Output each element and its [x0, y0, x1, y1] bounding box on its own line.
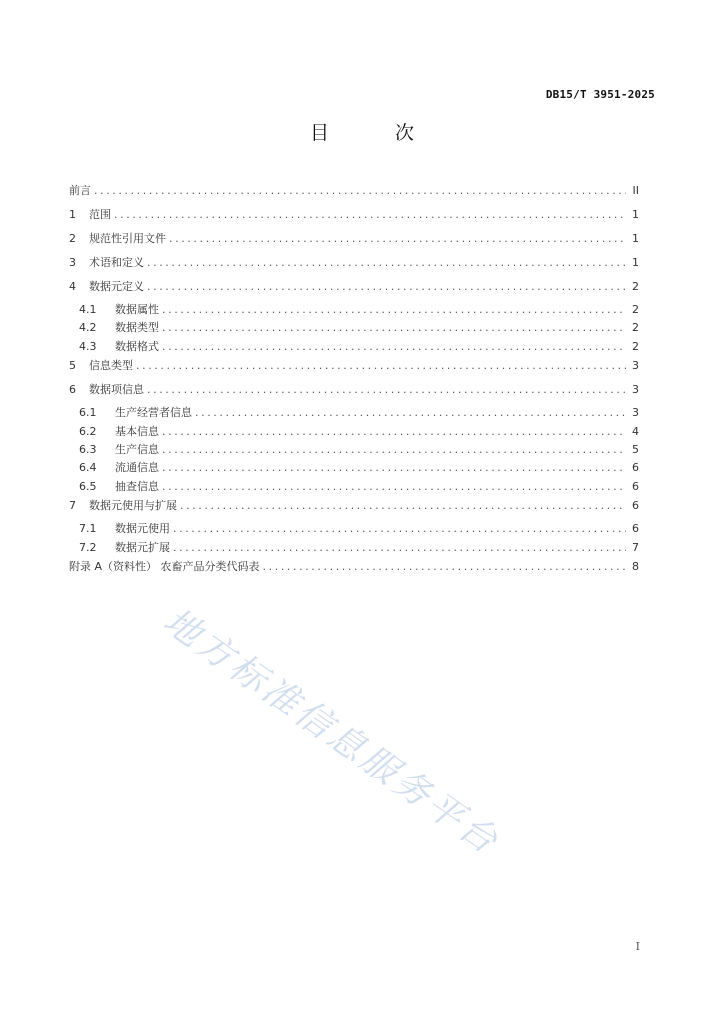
- toc-entry-number: 7.2: [79, 540, 97, 554]
- toc-entry-label: [69, 380, 144, 400]
- toc-entry-text: 规范性引用文件: [89, 232, 166, 245]
- toc-dot-leader: [169, 229, 626, 249]
- toc-entry[interactable]: [69, 423, 639, 441]
- toc-entry[interactable]: [69, 520, 639, 538]
- toc-dot-leader: [173, 520, 626, 538]
- toc-entry-page: 1: [632, 256, 639, 269]
- toc-entry-label: [69, 478, 159, 496]
- watermark: 地方标准信息服务平台: [155, 600, 508, 864]
- toc-entry-page: 1: [632, 208, 639, 221]
- toc-entry-label: [69, 459, 159, 477]
- toc-entry-text: 附录 A（资料性） 农畜产品分类代码表: [69, 559, 260, 573]
- standard-code: DB15/T 3951-2025: [545, 88, 655, 101]
- toc-dot-leader: [162, 338, 626, 356]
- toc-dot-leader: [114, 205, 626, 225]
- toc-entry-page: 3: [632, 359, 639, 373]
- toc-entry[interactable]: [69, 319, 639, 337]
- toc-entry-label: [69, 539, 170, 557]
- table-of-contents: [69, 181, 639, 581]
- toc-entry-number: 4.1: [79, 303, 97, 316]
- toc-entry-number: 4.3: [79, 339, 97, 353]
- toc-entry-label: [69, 423, 159, 441]
- toc-entry-text: 生产信息: [115, 442, 159, 456]
- toc-entry-page: 6: [632, 499, 639, 513]
- toc-entry-number: 2: [69, 232, 76, 245]
- toc-entry-page: 2: [632, 339, 639, 353]
- toc-entry-text: 数据属性: [115, 303, 159, 316]
- toc-entry[interactable]: [69, 277, 639, 301]
- toc-entry-label: [69, 520, 170, 538]
- toc-entry-label: [69, 205, 111, 225]
- toc-dot-leader: [173, 539, 626, 557]
- toc-entry-number: 6.4: [79, 461, 97, 475]
- toc-entry-label: [69, 496, 177, 516]
- toc-entry-label: [69, 356, 133, 376]
- toc-entry-text: 数据元定义: [89, 280, 144, 293]
- toc-entry-page: 2: [632, 280, 639, 293]
- toc-entry-page: 4: [632, 424, 639, 438]
- toc-entry-text: 数据格式: [115, 339, 159, 353]
- toc-entry-text: 数据项信息: [89, 383, 144, 397]
- toc-entry[interactable]: [69, 301, 639, 319]
- toc-entry[interactable]: [69, 441, 639, 459]
- toc-entry[interactable]: [69, 496, 639, 520]
- toc-entry[interactable]: [69, 459, 639, 477]
- toc-dot-leader: [162, 441, 626, 459]
- toc-dot-leader: [162, 319, 626, 337]
- toc-entry-number: 3: [69, 256, 76, 269]
- page-number: I: [635, 940, 640, 953]
- toc-dot-leader: [162, 478, 626, 496]
- toc-entry[interactable]: [69, 478, 639, 496]
- toc-dot-leader: [162, 459, 626, 477]
- toc-entry-text: 基本信息: [115, 424, 159, 438]
- toc-entry-page: 6: [632, 461, 639, 475]
- toc-entry-page: 7: [632, 540, 639, 554]
- toc-entry-text: 术语和定义: [89, 256, 144, 269]
- toc-dot-leader: [263, 557, 626, 577]
- toc-entry-label: [69, 301, 159, 319]
- toc-entry-page: 3: [632, 383, 639, 397]
- toc-entry-number: 6.1: [79, 406, 97, 420]
- toc-entry[interactable]: [69, 557, 639, 581]
- toc-entry-text: 抽查信息: [115, 479, 159, 493]
- toc-entry-page: 2: [632, 303, 639, 316]
- toc-dot-leader: [147, 253, 626, 273]
- toc-entry-page: 8: [632, 559, 639, 573]
- toc-entry-number: 7: [69, 499, 76, 513]
- toc-entry-number: 6: [69, 383, 76, 397]
- toc-entry[interactable]: [69, 404, 639, 422]
- toc-title: 目 次: [309, 122, 445, 144]
- toc-entry-number: 6.3: [79, 442, 97, 456]
- toc-dot-leader: [195, 404, 626, 422]
- toc-entry-number: 6.5: [79, 479, 97, 493]
- toc-entry-label: [69, 441, 159, 459]
- toc-entry-number: 5: [69, 359, 76, 373]
- toc-dot-leader: [147, 380, 626, 400]
- toc-dot-leader: [136, 356, 626, 376]
- toc-dot-leader: [180, 496, 626, 516]
- toc-entry[interactable]: [69, 356, 639, 380]
- toc-entry-text: 范围: [89, 208, 111, 221]
- toc-entry-label: [69, 557, 260, 577]
- toc-entry-label: [69, 404, 192, 422]
- toc-dot-leader: [162, 423, 626, 441]
- toc-entry-number: 6.2: [79, 424, 97, 438]
- toc-entry-label: [69, 181, 91, 201]
- toc-entry-label: [69, 338, 159, 356]
- toc-entry-text: 数据类型: [115, 321, 159, 335]
- toc-entry-label: [69, 319, 159, 337]
- toc-entry-page: II: [632, 184, 639, 197]
- toc-entry-text: 流通信息: [115, 461, 159, 475]
- toc-dot-leader: [147, 277, 626, 297]
- toc-entry-label: [69, 253, 144, 273]
- toc-dot-leader: [94, 181, 626, 201]
- toc-entry[interactable]: [69, 205, 639, 229]
- toc-entry[interactable]: [69, 338, 639, 356]
- toc-entry-page: 3: [632, 406, 639, 420]
- toc-entry-number: 7.1: [79, 522, 97, 536]
- toc-entry-text: 数据元扩展: [115, 540, 170, 554]
- toc-entry-page: 6: [632, 479, 639, 493]
- toc-dot-leader: [162, 301, 626, 319]
- toc-entry[interactable]: [69, 181, 639, 205]
- toc-entry-label: [69, 277, 144, 297]
- toc-entry-page: 1: [632, 232, 639, 245]
- toc-entry-page: 6: [632, 522, 639, 536]
- toc-entry[interactable]: [69, 380, 639, 404]
- toc-entry-text: 前言: [69, 184, 91, 197]
- toc-entry-page: 5: [632, 442, 639, 456]
- toc-entry[interactable]: [69, 253, 639, 277]
- toc-entry-text: 数据元使用与扩展: [89, 499, 177, 513]
- toc-entry[interactable]: [69, 539, 639, 557]
- toc-entry-text: 生产经营者信息: [115, 406, 192, 420]
- toc-entry-text: 信息类型: [89, 359, 133, 373]
- toc-entry-label: [69, 229, 166, 249]
- toc-entry-page: 2: [632, 321, 639, 335]
- toc-entry-number: 4: [69, 280, 76, 293]
- toc-entry-number: 4.2: [79, 321, 97, 335]
- toc-entry[interactable]: [69, 229, 639, 253]
- toc-entry-number: 1: [69, 208, 76, 221]
- toc-entry-text: 数据元使用: [115, 522, 170, 536]
